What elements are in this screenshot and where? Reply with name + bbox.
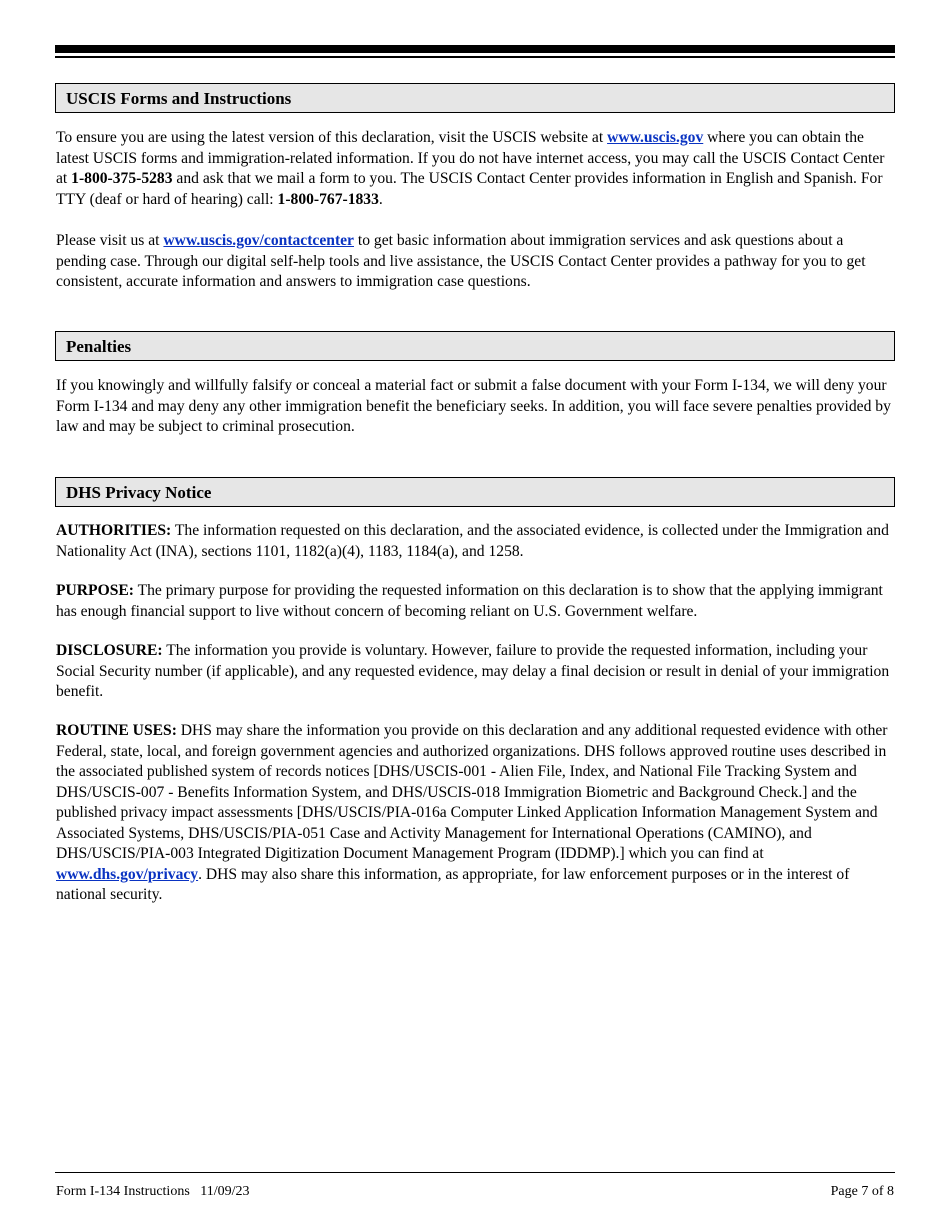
top-thin-rule: [55, 56, 895, 58]
disclosure-text: The information you provide is voluntary. However, failure to provide the requested information, including your Social Security number (if applicable), and any requested evidence, may delay a final decision or result in denial of your immigration benefit.: [56, 642, 890, 700]
forms-p1-text-4: .: [378, 190, 383, 208]
forms-paragraph-1: [56, 128, 896, 210]
purpose-label: PURPOSE:: [56, 582, 134, 599]
footer-rule: [55, 1172, 895, 1173]
routine-uses-text-2: . DHS may also share this information, as appropriate, for law enforcement purposes or in the interest of national security.: [56, 865, 850, 903]
authorities-label: AUTHORITIES:: [56, 522, 172, 539]
authorities-paragraph: [56, 521, 896, 562]
tty-phone: 1-800-767-1833: [277, 190, 379, 208]
section-title-privacy: DHS Privacy Notice: [66, 483, 212, 502]
forms-p1-text-1: To ensure you are using the latest version of this declaration, visit the USCIS website at: [56, 129, 608, 146]
dhs-privacy-link[interactable]: www.dhs.gov/privacy: [56, 865, 199, 883]
forms-p1-text-3: and ask that we mail a form to you. The USCIS Contact Center provides information in English and Spanish. For TTY (deaf or hard of hearing) call:: [56, 170, 883, 208]
penalties-paragraph: If you knowingly and willfully falsify or conceal a material fact or submit a false document with your Form I-134, we will deny your Form I-134 and may deny any other immigration benefit the beneficiary seeks. In addition, you will face severe penalties provided by law and may be subject to criminal prosecution.: [56, 377, 891, 435]
section-header-forms: [55, 83, 895, 113]
footer-form-name: Form I-134 Instructions 11/09/23: [56, 1184, 250, 1199]
contact-center-phone: 1-800-375-5283: [71, 170, 173, 187]
section-title-forms: USCIS Forms and Instructions: [66, 89, 292, 108]
forms-p2-text-2: to get basic information about immigration services and ask questions about a pending case. Through our digital self-help tools and live assistance, the USCIS Contact Center provides a pathway for you to get consistent, accurate information and answers to immigration case questions.: [56, 232, 866, 290]
routine-uses-text-1: DHS may share the information you provide on this declaration and any additional requested evidence with other Federal, state, local, and foreign government agencies and authorized organizations. DHS follows approved routine uses described in the associated published system of records notices [DHS/USCIS-001 - Alien File, Index, and National File Tracking System and DHS/USCIS-007 - Benefits Information System, and DHS/USCIS-018 Immigration Biometric and Background Check.] and the published privacy impact assessments [DHS/USCIS/PIA-016a Computer Linked Application Information Management System and Associated Systems, DHS/USCIS/PIA-051 Case and Activity Management for International Operations (CAMINO), and DHS/USCIS/PIA-003 Integrated Digitization Document Management Program (IDDMP).] which you can find at: [56, 722, 888, 862]
routine-uses-paragraph: [56, 721, 896, 906]
purpose-paragraph: [56, 581, 896, 622]
contact-center-link[interactable]: www.uscis.gov/contactcenter: [163, 232, 354, 249]
purpose-text: The primary purpose for providing the requested information on this declaration is to show that the applying immigrant has enough financial support to live without concern of becoming reliant on U.S. Government welfare.: [56, 582, 883, 620]
top-thick-rule: [55, 45, 895, 53]
disclosure-label: DISCLOSURE:: [56, 642, 163, 659]
forms-p2-text-1: Please visit us at: [56, 232, 164, 249]
forms-p1-text-2: where you can obtain the latest USCIS forms and immigration-related information. If you do not have internet access, you may call the USCIS Contact Center at: [56, 129, 885, 187]
footer-page-number: Page 7 of 8: [830, 1184, 894, 1199]
routine-uses-label: ROUTINE USES:: [56, 722, 177, 739]
section-title-penalties: Penalties: [66, 337, 132, 356]
authorities-text: The information requested on this declaration, and the associated evidence, is collected under the Immigration and Nationality Act (INA), sections 1101, 1182(a)(4), 1183, 1184(a), and 1258.: [56, 522, 889, 560]
uscis-website-link[interactable]: www.uscis.gov: [607, 129, 704, 146]
section-header-penalties: [55, 331, 895, 361]
forms-paragraph-2: [56, 231, 896, 293]
section-header-privacy: [55, 477, 895, 507]
disclosure-paragraph: [56, 641, 896, 703]
